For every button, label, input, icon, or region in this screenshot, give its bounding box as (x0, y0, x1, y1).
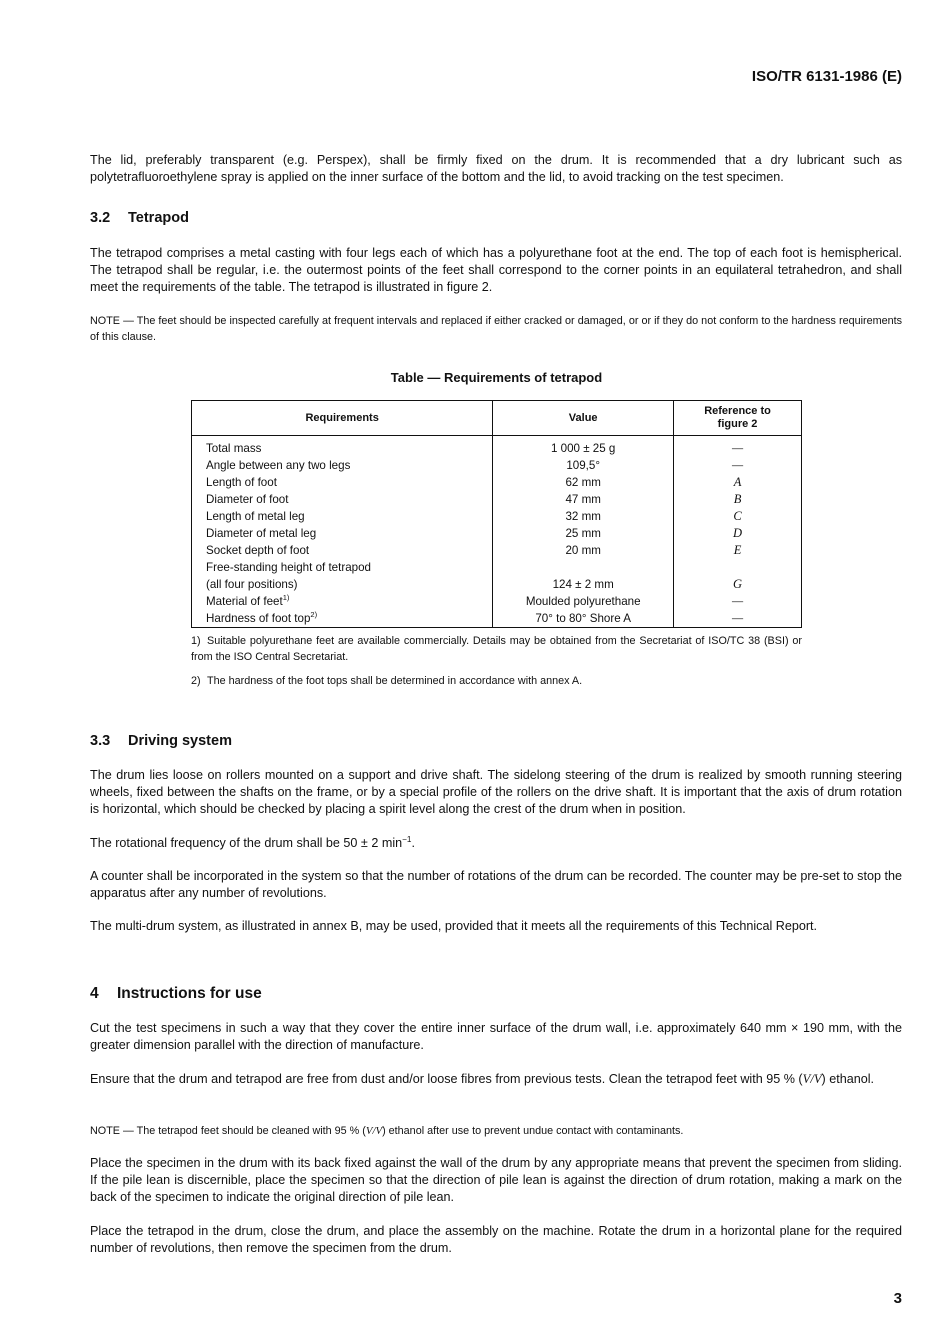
footnote-ref: 2) (310, 610, 318, 620)
cell-value: 124 ± 2 mm (493, 576, 674, 593)
cell-value: 25 mm (493, 525, 674, 542)
column-header-requirements: Requirements (192, 401, 493, 436)
cell-value: 109,5° (493, 457, 674, 474)
section-title: Driving system (128, 733, 232, 749)
cell-reference: G (674, 576, 802, 593)
cell-reference: A (674, 474, 802, 491)
footnote-number: 1) (191, 635, 201, 647)
cell-requirement (192, 593, 493, 610)
frequency-end: . (411, 836, 415, 850)
table-row (192, 525, 802, 542)
driving-paragraph-1: The drum lies loose on rollers mounted on a support and drive shaft. The sidelong steering of the drum is realized by smooth running steering wheels, fixed between the shafts on the frame, or by a special profile of the rollers on the drive shaft. It is important that the axis of drum rotation is horizontal, which should be checked by placing a spirit level along the crest of the drum when in position. (90, 768, 902, 816)
cell-requirement: Length of foot (192, 474, 493, 491)
document-id-header: ISO/TR 6131-1986 (E) (751, 68, 902, 85)
instructions-paragraph-2 (90, 1071, 902, 1088)
footnote-text: Suitable polyurethane feet are available commercially. Details may be obtained from the Secretariat of ISO/TC 38 (BSI) or from the ISO Central Secretariat. (191, 635, 802, 663)
cell-value: 62 mm (493, 474, 674, 491)
column-header-value: Value (493, 401, 674, 436)
cell-reference: C (674, 508, 802, 525)
cell-value: 32 mm (493, 508, 674, 525)
cell-reference: — (674, 436, 802, 458)
cell-requirement: Length of metal leg (192, 508, 493, 525)
table-footnote-1 (191, 633, 802, 665)
table-header-row (192, 401, 802, 436)
clean-text-end: ) ethanol. (821, 1072, 875, 1086)
table-row (192, 436, 802, 458)
cell-requirement: Angle between any two legs (192, 457, 493, 474)
cell-value: 70° to 80° Shore A (493, 610, 674, 628)
instructions-paragraph-4: Place the tetrapod in the drum, close the drum, and place the assembly on the machine. Rotate the drum in a horizontal plane for the required number of revolutions, then remove the specimen from the drum. (90, 1224, 902, 1255)
table-title: Table — Requirements of tetrapod (390, 370, 603, 385)
volume-ratio: V/V (802, 1072, 822, 1086)
section-heading-3-2 (90, 210, 189, 226)
requirement-text: Material of feet (206, 595, 283, 608)
driving-paragraph-2 (90, 835, 902, 852)
section-heading-3-3 (90, 733, 232, 749)
cell-value: 1 000 ± 25 g (493, 436, 674, 458)
cell-reference: — (674, 610, 802, 628)
table-row (192, 457, 802, 474)
driving-paragraph-4: The multi-drum system, as illustrated in annex B, may be used, provided that it meets all the requirements of this Technical Report. (90, 919, 818, 933)
cell-value: 20 mm (493, 542, 674, 559)
section-number: 3.2 (90, 210, 111, 226)
volume-ratio: V/V (365, 1125, 383, 1137)
table-footnote-2 (191, 673, 802, 689)
requirements-table (191, 400, 802, 628)
table-row (192, 576, 802, 593)
footnote-number: 2) (191, 675, 201, 687)
table-row (192, 542, 802, 559)
note-text-end: ) ethanol after use to prevent undue contact with contaminants. (382, 1125, 684, 1137)
cell-reference (674, 559, 802, 576)
cell-requirement: Total mass (192, 436, 493, 458)
cell-requirement (192, 610, 493, 628)
intro-paragraph: The lid, preferably transparent (e.g. Perspex), shall be firmly fixed on the drum. It is recommended that a dry lubricant such as polytetrafluoroethylene spray is applied on the inner surface of the bottom and the lid, to avoid tracking on the test specimen. (90, 153, 902, 184)
cell-requirement: Free-standing height of tetrapod (192, 559, 493, 576)
cell-requirement: Diameter of metal leg (192, 525, 493, 542)
section-title: Instructions for use (117, 985, 262, 1002)
instructions-paragraph-1: Cut the test specimens in such a way that they cover the entire inner surface of the drum wall, i.e. approximately 640 mm × 190 mm, with the greater dimension parallel with the direction of manufacture. (90, 1021, 902, 1052)
driving-paragraph-3: A counter shall be incorporated in the system so that the number of rotations of the drum can be recorded. The counter may be pre-set to stop the apparatus after any number of revolutions. (90, 869, 902, 900)
instructions-paragraph-3: Place the specimen in the drum with its back fixed against the wall of the drum by any appropriate means that prevent the specimen from sliding. If the pile lean is discernible, place the specimen so that the direction of pile lean is against the direction of drum rotation, making a mark on the back of the specimen to indicate the original direction of pile lean. (90, 1156, 902, 1204)
tetrapod-paragraph: The tetrapod comprises a metal casting with four legs each of which has a polyurethane foot at the end. The top of each foot is hemispherical. The tetrapod shall be regular, i.e. the outermost points of the feet shall correspond to the corner points in an equilateral tetrahedron, and shall meet the requirements of the table. The tetrapod is illustrated in figure 2. (90, 246, 902, 294)
tetrapod-note: NOTE — The feet should be inspected carefully at frequent intervals and replaced if either cracked or damaged, or or if they do not conform to the hardness requirements of this clause. (90, 315, 902, 343)
section-number: 3.3 (90, 733, 111, 749)
table-row (192, 559, 802, 576)
table-row (192, 508, 802, 525)
footnote-ref: 1) (282, 593, 290, 603)
column-header-reference (674, 401, 802, 436)
cell-reference: — (674, 457, 802, 474)
frequency-text: The rotational frequency of the drum shall be 50 ± 2 min (90, 836, 403, 850)
cell-requirement: Diameter of foot (192, 491, 493, 508)
cell-requirement: (all four positions) (192, 576, 493, 593)
footnote-text: The hardness of the foot tops shall be determined in accordance with annex A. (207, 675, 583, 687)
table-row (192, 491, 802, 508)
cell-reference: E (674, 542, 802, 559)
section-title: Tetrapod (128, 210, 189, 226)
cell-requirement: Socket depth of foot (192, 542, 493, 559)
cell-value: 47 mm (493, 491, 674, 508)
note-text-start: NOTE — The tetrapod feet should be cleaned with 95 % ( (90, 1125, 366, 1137)
section-heading-4 (90, 985, 262, 1003)
cell-reference: D (674, 525, 802, 542)
requirement-text: Hardness of foot top (206, 612, 311, 625)
cell-value: Moulded polyurethane (493, 593, 674, 610)
instructions-note (90, 1123, 902, 1139)
section-number: 4 (90, 985, 99, 1002)
table-row (192, 474, 802, 491)
page-number: 3 (893, 1290, 902, 1307)
table-row (192, 593, 802, 610)
cell-reference: — (674, 593, 802, 610)
table-row (192, 610, 802, 628)
cell-reference: B (674, 491, 802, 508)
clean-text-start: Ensure that the drum and tetrapod are free from dust and/or loose fibres from previous tests. Clean the tetrapod feet with 95 % ( (90, 1072, 803, 1086)
column-header-reference-text: Reference to figure 2 (704, 405, 771, 430)
frequency-unit-exponent: −1 (402, 834, 412, 844)
cell-value (493, 559, 674, 576)
